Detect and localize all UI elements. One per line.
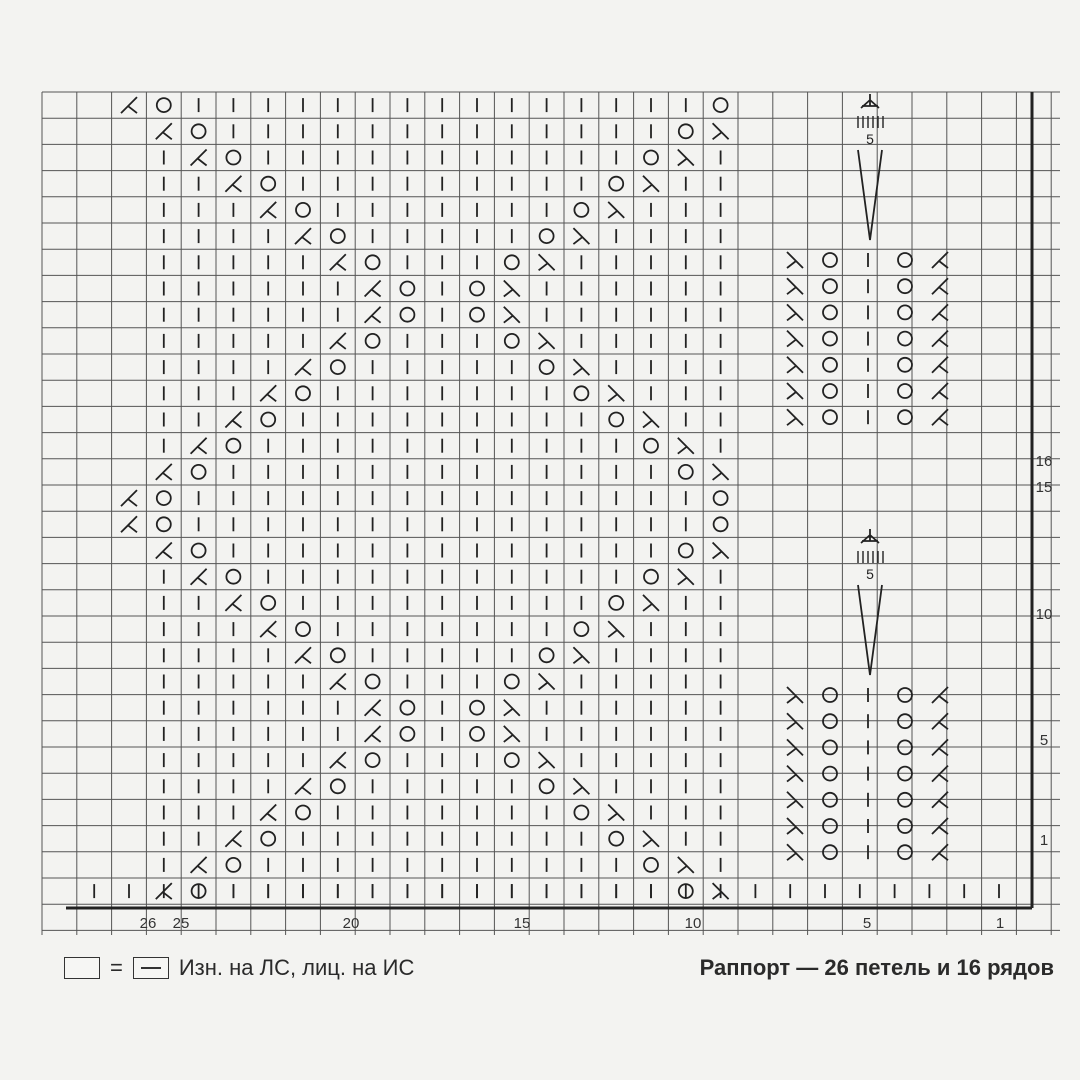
decrease-mark (330, 752, 346, 768)
decrease-mark (191, 150, 207, 166)
yarn-over-mark (261, 596, 275, 610)
decrease-mark (932, 252, 948, 268)
yarn-over-mark (540, 360, 554, 374)
yarn-over-mark (331, 229, 345, 243)
decrease-mark (121, 516, 137, 532)
decrease-mark (121, 97, 137, 113)
decrease-mark (156, 123, 172, 139)
yarn-over-mark (470, 282, 484, 296)
yarn-over-mark (505, 334, 519, 348)
decrease-mark (932, 304, 948, 320)
five-together-label: 5 (866, 131, 874, 147)
yarn-over-mark (898, 358, 912, 372)
yarn-over-mark (540, 648, 554, 662)
yarn-over-mark (540, 779, 554, 793)
repeat-note: Раппорт — 26 петель и 16 рядов (699, 955, 1054, 980)
yarn-over-mark (823, 358, 837, 372)
decrease-mark (191, 438, 207, 454)
yarn-over-mark (609, 177, 623, 191)
yarn-over-mark (226, 858, 240, 872)
yarn-over-mark (823, 305, 837, 319)
decrease-mark (156, 464, 172, 480)
yarn-over-mark (366, 255, 380, 269)
yarn-over-mark (898, 279, 912, 293)
legend (64, 955, 414, 981)
yarn-over-mark (226, 439, 240, 453)
decrease-mark (260, 202, 276, 218)
yarn-over-mark (192, 544, 206, 558)
yarn-over-mark (261, 832, 275, 846)
yarn-over-mark (644, 570, 658, 584)
decrease-mark (932, 383, 948, 399)
yarn-over-mark (331, 648, 345, 662)
right-motif (858, 94, 883, 240)
yarn-over-mark (366, 334, 380, 348)
yarn-over-mark (898, 384, 912, 398)
yarn-over-mark (505, 255, 519, 269)
row-number: 1 (1039, 832, 1049, 849)
column-number: 1 (995, 915, 1005, 932)
row-number: 10 (1035, 606, 1053, 623)
column-number: 25 (172, 915, 190, 932)
yarn-over-mark (226, 570, 240, 584)
decrease-mark (365, 307, 381, 323)
yarn-over-mark (331, 779, 345, 793)
decrease-mark (573, 359, 589, 375)
yarn-over-mark (470, 308, 484, 322)
decrease-mark (295, 228, 311, 244)
yarn-over-mark (644, 858, 658, 872)
yarn-over-mark (192, 465, 206, 479)
yarn-over-mark (540, 229, 554, 243)
decrease-mark (787, 278, 803, 294)
yarn-over-mark (470, 701, 484, 715)
decrease-mark (608, 385, 624, 401)
decrease-mark (787, 331, 803, 347)
yarn-over-mark (400, 308, 414, 322)
yarn-over-mark (505, 675, 519, 689)
decrease-mark (932, 278, 948, 294)
decrease-mark (678, 438, 694, 454)
yarn-over-mark (679, 465, 693, 479)
decrease-mark (504, 700, 520, 716)
decrease-mark (504, 281, 520, 297)
purl-cell-legend-icon (133, 957, 169, 979)
decrease-mark (295, 778, 311, 794)
yarn-over-mark (574, 622, 588, 636)
decrease-mark (932, 357, 948, 373)
decrease-mark (539, 333, 555, 349)
decrease-mark (787, 357, 803, 373)
yarn-over-mark (505, 753, 519, 767)
yarn-over-mark (898, 253, 912, 267)
yarn-over-mark (898, 410, 912, 424)
decrease-mark (787, 409, 803, 425)
decrease-mark (365, 726, 381, 742)
decrease-mark (932, 409, 948, 425)
yarn-over-mark (823, 253, 837, 267)
decrease-mark (643, 176, 659, 192)
five-together-icon (861, 94, 879, 108)
yarn-over-mark (823, 279, 837, 293)
yarn-over-mark (898, 332, 912, 346)
yarn-over-mark (157, 517, 171, 531)
column-number: 26 (139, 915, 157, 932)
decrease-mark (787, 304, 803, 320)
decrease-mark (932, 331, 948, 347)
decrease-mark (121, 490, 137, 506)
yarn-over-mark (823, 332, 837, 346)
stitch-symbols (94, 97, 999, 899)
decrease-mark (573, 778, 589, 794)
decrease-mark (260, 621, 276, 637)
column-number: 20 (342, 915, 360, 932)
decrease-mark (295, 647, 311, 663)
yarn-over-mark (470, 727, 484, 741)
decrease-mark (225, 831, 241, 847)
yarn-over-mark (400, 282, 414, 296)
decrease-mark (539, 674, 555, 690)
yarn-over-mark (157, 98, 171, 112)
decrease-mark (678, 569, 694, 585)
column-number: 15 (513, 915, 531, 932)
yarn-over-mark (296, 203, 310, 217)
grid-lines (42, 92, 1060, 935)
decrease-mark (573, 228, 589, 244)
empty-cell-legend-icon (64, 957, 100, 979)
decrease-mark (678, 857, 694, 873)
decrease-mark (608, 202, 624, 218)
decrease-mark (539, 254, 555, 270)
decrease-mark (225, 412, 241, 428)
yarn-over-mark (679, 124, 693, 138)
yarn-over-mark (366, 675, 380, 689)
yarn-over-mark (400, 701, 414, 715)
yarn-over-mark (823, 410, 837, 424)
decrease-mark (713, 464, 729, 480)
row-number: 15 (1035, 479, 1053, 496)
decrease-mark (643, 412, 659, 428)
yarn-over-mark (574, 203, 588, 217)
decrease-mark (191, 857, 207, 873)
decrease-mark (225, 176, 241, 192)
decrease-mark (608, 805, 624, 821)
decrease-mark (191, 569, 207, 585)
legend-text: Изн. на ЛС, лиц. на ИС (178, 955, 415, 980)
five-together-label: 5 (866, 566, 874, 582)
decrease-mark (643, 831, 659, 847)
decrease-mark (504, 307, 520, 323)
yarn-over-mark (296, 622, 310, 636)
decrease-mark (643, 595, 659, 611)
yarn-over-mark (679, 544, 693, 558)
column-number: 10 (684, 915, 702, 932)
decrease-mark (713, 543, 729, 559)
decrease-mark (787, 383, 803, 399)
yarn-over-mark (400, 727, 414, 741)
yarn-over-mark (192, 124, 206, 138)
decrease-mark (678, 150, 694, 166)
yarn-over-mark (366, 753, 380, 767)
decrease-mark (504, 726, 520, 742)
yarn-over-mark (574, 806, 588, 820)
right-motif (858, 529, 883, 675)
legend-equals: = (110, 955, 123, 980)
yarn-over-mark (261, 413, 275, 427)
yarn-over-mark (823, 384, 837, 398)
yarn-over-mark (226, 151, 240, 165)
yarn-over-mark (261, 177, 275, 191)
decrease-mark (330, 254, 346, 270)
yarn-over-mark (714, 491, 728, 505)
row-number: 16 (1035, 453, 1053, 470)
decrease-mark (713, 123, 729, 139)
decrease-mark (365, 700, 381, 716)
yarn-over-mark (574, 386, 588, 400)
yarn-over-mark (714, 98, 728, 112)
row-number: 5 (1039, 732, 1049, 749)
yarn-over-mark (609, 413, 623, 427)
yarn-over-mark (331, 360, 345, 374)
five-together-icon (861, 529, 879, 543)
yarn-over-mark (157, 491, 171, 505)
column-number: 5 (862, 915, 872, 932)
decrease-mark (330, 674, 346, 690)
decrease-mark (365, 281, 381, 297)
yarn-over-mark (644, 151, 658, 165)
decrease-mark (608, 621, 624, 637)
yarn-over-mark (609, 596, 623, 610)
yarn-over-mark (296, 806, 310, 820)
decrease-mark (260, 805, 276, 821)
decrease-mark (539, 752, 555, 768)
decrease-mark (156, 543, 172, 559)
yarn-over-mark (898, 305, 912, 319)
yarn-over-mark (714, 517, 728, 531)
yarn-over-mark (296, 386, 310, 400)
decrease-mark (295, 359, 311, 375)
decrease-mark (787, 252, 803, 268)
decrease-mark (330, 333, 346, 349)
decrease-mark (573, 647, 589, 663)
decrease-mark (260, 385, 276, 401)
yarn-over-mark (609, 832, 623, 846)
decrease-mark (225, 595, 241, 611)
yarn-over-mark (644, 439, 658, 453)
